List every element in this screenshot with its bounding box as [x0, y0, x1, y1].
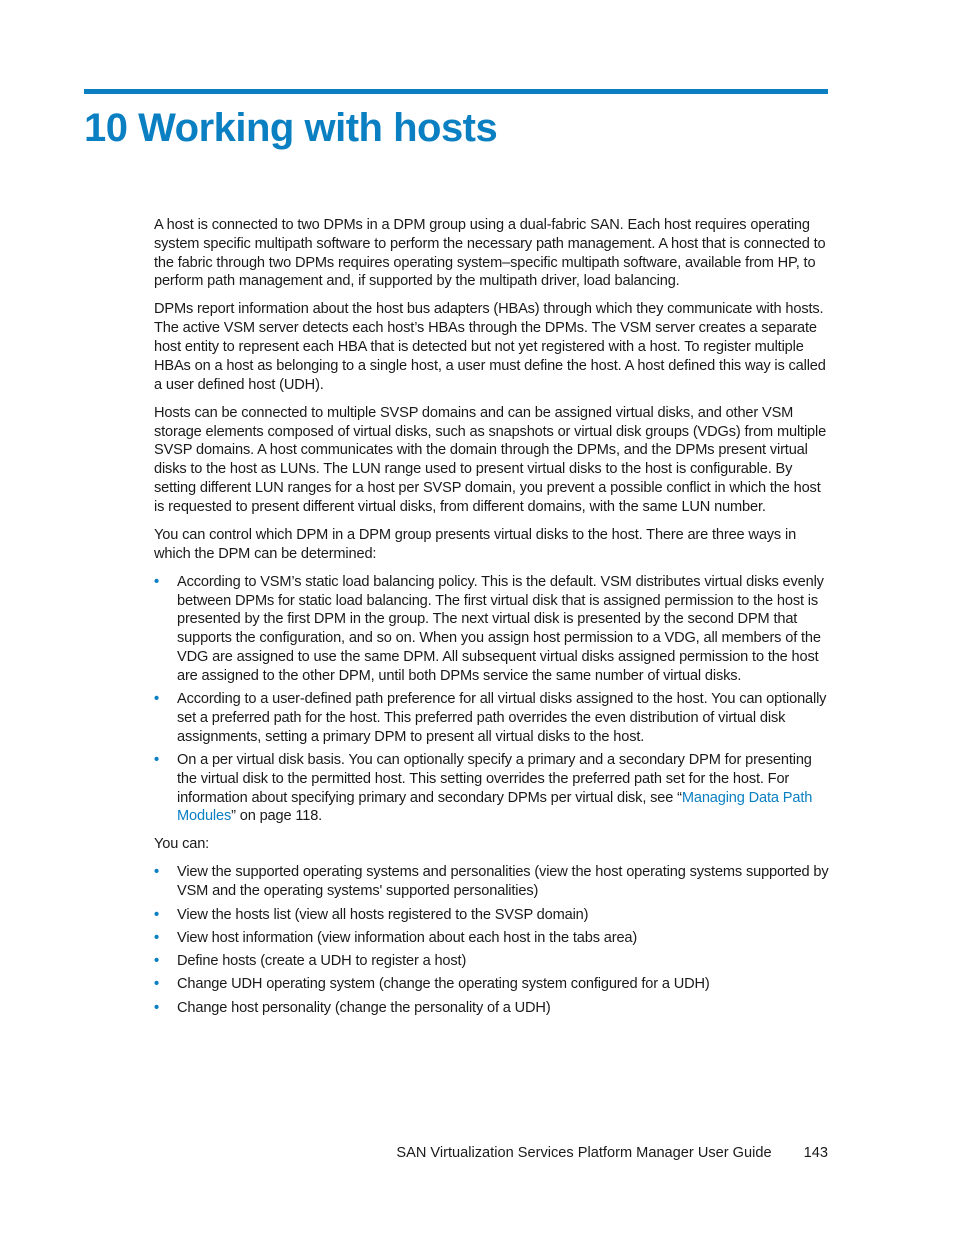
- list-item-text: According to a user-defined path preference for all virtual disks assigned to the host. You can optionally set a preferred path for the host. This preferred path overrides the even distribution of virtual disk assignments, setting a primary DPM to present all virtual disks to the host.: [177, 691, 827, 745]
- list-item-text: View the hosts list (view all hosts registered to the SVSP domain): [177, 906, 589, 923]
- list-item: [154, 751, 830, 826]
- paragraph-host-connection: A host is connected to two DPMs in a DPM group using a dual-fabric SAN. Each host requires operating system specific multipath software to perform the necessary path management. A host that is connected to the fabric through two DPMs requires operating system–specific multipath software, available from HP, to perform path management and, if supported by the multipath driver, load balancing.: [154, 217, 826, 290]
- list-item: [154, 863, 830, 901]
- page-footer: [378, 1143, 828, 1163]
- list-item: [154, 975, 830, 994]
- bullet-icon: •: [154, 906, 159, 923]
- footer-guide-title: SAN Virtualization Services Platform Manager User Guide: [396, 1145, 772, 1161]
- you-can-list: [154, 863, 830, 1017]
- list-item: [154, 952, 830, 971]
- list-item: [154, 999, 830, 1018]
- list-item: [154, 690, 830, 746]
- bullet-icon: •: [154, 751, 159, 768]
- bullet-icon: •: [154, 953, 159, 970]
- list-item-text: Change host personality (change the personality of a UDH): [177, 999, 551, 1016]
- list-item-text: According to VSM’s static load balancing policy. This is the default. VSM distributes virtual disks evenly between DPMs for static load balancing. The first virtual disk that is assigned permission to the host is presented by the first DPM in the group. The next virtual disk is presented by the second DPM that supports the configuration, and so on. When you assign host permission to a VDG, all members of the VDG are assigned to use the same DPM. All subsequent virtual disks assigned permission to the host are assigned to the other DPM, until both DPMs service the same number of virtual disks.: [177, 573, 824, 684]
- paragraph-svsp-domains: Hosts can be connected to multiple SVSP domains and can be assigned virtual disks, and other VSM storage elements composed of virtual disks, such as snapshots or virtual disk groups (VDGs) from multiple SVSP domains. A host communicates with the domain through the DPMs, and the DPMs present virtual disks to the host as LUNs. The LUN range used to present virtual disks to the host is configurable. By setting different LUN ranges for a host per SVSP domain, you prevent a possible conflict in which the host is requested to present different virtual disks, from different domains, with the same LUN number.: [154, 404, 827, 515]
- list-item-text: View the supported operating systems and personalities (view the host operating systems supported by VSM and the operating systems' supported personalities): [177, 864, 829, 900]
- bullet-icon: •: [154, 691, 159, 708]
- list-item: [154, 906, 830, 925]
- paragraph-hba-reporting: DPMs report information about the host bus adapters (HBAs) through which they communicate with hosts. The active VSM server detects each host’s HBAs through the DPMs. The VSM server creates a separate host entity to represent each HBA that is detected but not yet registered with a host. To register multiple HBAs on a host as belonging to a single host, a user must define the host. A host defined this way is called a user defined host (UDH).: [154, 301, 826, 393]
- bullet-icon: •: [154, 929, 159, 946]
- bullet-icon: •: [154, 976, 159, 993]
- list-item-text: Define hosts (create a UDH to register a host): [177, 953, 467, 970]
- chapter-body: [154, 216, 830, 1027]
- chapter-title: 10 Working with hosts: [84, 106, 498, 150]
- page-number: 143: [803, 1145, 828, 1161]
- chapter-top-rule: [84, 89, 828, 94]
- managing-data-path-modules-link[interactable]: Managing Data Path Modules: [177, 789, 813, 825]
- bullet-icon: •: [154, 864, 159, 881]
- bullet-icon: •: [154, 999, 159, 1016]
- dpm-methods-list: [154, 573, 830, 826]
- bullet-icon: •: [154, 573, 159, 590]
- you-can-intro: You can:: [154, 836, 210, 853]
- paragraph-dpm-control: You can control which DPM in a DPM group presents virtual disks to the host. There are three ways in which the DPM can be determined:: [154, 526, 797, 562]
- list-item-text-after-link: ” on page 118.: [231, 808, 323, 825]
- list-item-text: View host information (view information about each host in the tabs area): [177, 929, 638, 946]
- list-item-text: Change UDH operating system (change the operating system configured for a UDH): [177, 976, 710, 993]
- list-item: [154, 573, 830, 686]
- list-item-text-before-link: On a per virtual disk basis. You can optionally specify a primary and a secondary DPM for presenting the virtual disk to the permitted host. This setting overrides the preferred path set for the host. For information about specifying primary and secondary DPMs per virtual disk, see “: [177, 751, 812, 806]
- list-item: [154, 929, 830, 948]
